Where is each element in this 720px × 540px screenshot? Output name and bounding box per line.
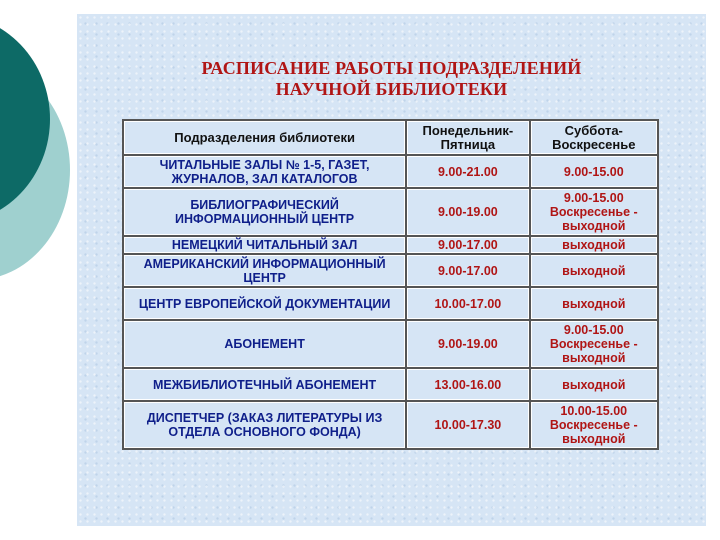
weekday-hours-cell: 9.00-17.00 bbox=[407, 237, 528, 253]
weekend-hours-cell: 9.00-15.00 Воскресенье - выходной bbox=[531, 321, 657, 367]
dept-cell: БИБЛИОГРАФИЧЕСКИЙ ИНФОРМАЦИОННЫЙ ЦЕНТР bbox=[124, 189, 405, 235]
table-row bbox=[124, 237, 657, 253]
weekend-hours-cell: выходной bbox=[531, 255, 657, 286]
dept-cell: МЕЖБИБЛИОТЕЧНЫЙ АБОНЕМЕНТ bbox=[124, 369, 405, 400]
table-row bbox=[124, 288, 657, 319]
weekend-hours-cell: 10.00-15.00 Воскресенье - выходной bbox=[531, 402, 657, 448]
table-row bbox=[124, 255, 657, 286]
weekday-hours-cell: 9.00-19.00 bbox=[407, 189, 528, 235]
dept-cell: АБОНЕМЕНТ bbox=[124, 321, 405, 367]
table-header-row bbox=[124, 121, 657, 154]
dept-cell: ДИСПЕТЧЕР (ЗАКАЗ ЛИТЕРАТУРЫ ИЗ ОТДЕЛА ОСНОВНОГО ФОНДА) bbox=[124, 402, 405, 448]
title-line-2: НАУЧНОЙ БИБЛИОТЕКИ bbox=[275, 79, 508, 99]
weekday-hours-cell: 9.00-19.00 bbox=[407, 321, 528, 367]
weekday-hours-cell: 10.00-17.00 bbox=[407, 288, 528, 319]
weekday-hours-cell: 9.00-21.00 bbox=[407, 156, 528, 187]
header-weekdays: Понедельник-Пятница bbox=[407, 121, 528, 154]
header-weekend: Суббота-Воскресенье bbox=[531, 121, 657, 154]
table-row bbox=[124, 369, 657, 400]
page-title bbox=[77, 58, 706, 100]
weekday-hours-cell: 10.00-17.30 bbox=[407, 402, 528, 448]
dept-cell: НЕМЕЦКИЙ ЧИТАЛЬНЫЙ ЗАЛ bbox=[124, 237, 405, 253]
weekend-hours-cell: выходной bbox=[531, 288, 657, 319]
weekend-hours-cell: 9.00-15.00 bbox=[531, 156, 657, 187]
weekend-hours-cell: 9.00-15.00 Воскресенье - выходной bbox=[531, 189, 657, 235]
dept-cell: АМЕРИКАНСКИЙ ИНФОРМАЦИОННЫЙ ЦЕНТР bbox=[124, 255, 405, 286]
table-row bbox=[124, 189, 657, 235]
schedule-table bbox=[122, 119, 659, 450]
header-departments: Подразделения библиотеки bbox=[124, 121, 405, 154]
weekday-hours-cell: 9.00-17.00 bbox=[407, 255, 528, 286]
table-row bbox=[124, 156, 657, 187]
table-row bbox=[124, 402, 657, 448]
weekend-hours-cell: выходной bbox=[531, 369, 657, 400]
dept-cell: ЧИТАЛЬНЫЕ ЗАЛЫ № 1-5, ГАЗЕТ, ЖУРНАЛОВ, ЗАЛ КАТАЛОГОВ bbox=[124, 156, 405, 187]
weekend-hours-cell: выходной bbox=[531, 237, 657, 253]
weekday-hours-cell: 13.00-16.00 bbox=[407, 369, 528, 400]
title-line-1: РАСПИСАНИЕ РАБОТЫ ПОДРАЗДЕЛЕНИЙ bbox=[201, 58, 582, 78]
table-row bbox=[124, 321, 657, 367]
dept-cell: ЦЕНТР ЕВРОПЕЙСКОЙ ДОКУМЕНТАЦИИ bbox=[124, 288, 405, 319]
